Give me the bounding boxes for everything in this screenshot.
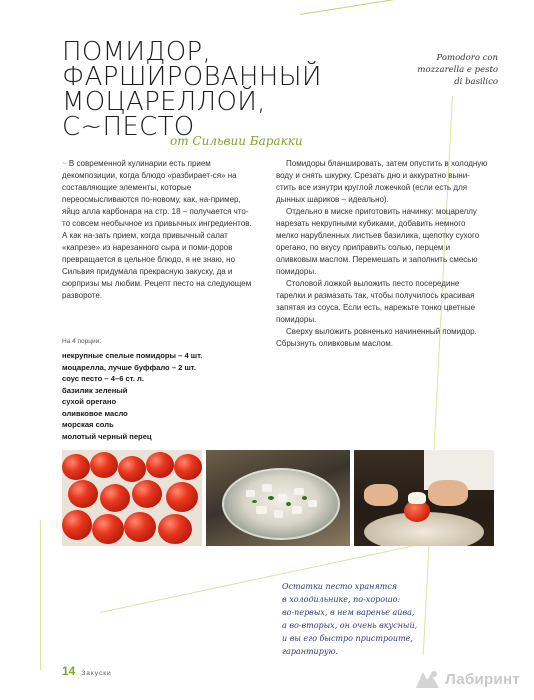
ingredient-item: базилик зеленый [62, 385, 128, 395]
title-line: С~ПЕСТО [62, 112, 195, 142]
cheese-chunk [262, 484, 272, 492]
handwritten-note [282, 580, 502, 658]
tomato [62, 454, 90, 480]
photo-strip [62, 450, 494, 546]
intro-column [62, 158, 252, 302]
tomato [124, 512, 156, 542]
italian-line: mozzarella e pesto [417, 65, 498, 75]
method-step: Отдельно в миске приготовить начинку: моцареллу нарезать некрупными кубиками, добавить немного мелко нарубленных листьев базилика, щепотку сухого орегано, по вкусу приправить солью, перцем и оливковым маслом. Перемешать и заполнить смесью помидоры. [276, 207, 480, 276]
method-step: Сверху выложить ровненько начиненный помидор. Сбрызнуть оливковым маслом. [276, 327, 477, 348]
title-line: ПОМИДОР, [62, 37, 212, 67]
tomato [100, 484, 130, 512]
tomato [62, 510, 92, 540]
tomato [90, 452, 118, 478]
tomato [146, 452, 174, 478]
italian-line: Pomodoro con [436, 53, 498, 63]
cheese-chunk [256, 506, 267, 514]
basil-bit [268, 496, 274, 500]
cheese-filling [408, 492, 426, 504]
ingredients-list [62, 350, 252, 442]
method-step: Помидоры бланшировать, затем опустить в холодную воду и снять шкурку. Срезать дно и аккуратно выни-стить все изнутри круглой ложечкой (если есть для дынных шариков – идеально). [276, 159, 488, 204]
cheese-chunk [278, 494, 287, 502]
watermark [413, 668, 520, 690]
tomato [166, 482, 198, 512]
basil-bit [302, 496, 307, 500]
tomato [92, 514, 124, 544]
basil-bit [252, 500, 257, 503]
cheese-chunk [274, 510, 283, 518]
ingredient-item: некрупные спелые помидоры – 4 шт. [62, 351, 203, 360]
title-line: МОЦАРЕЛЛОЙ, [62, 87, 266, 117]
ingredients-heading: На 4 порции: [62, 338, 102, 345]
cheese-chunk [308, 500, 317, 507]
ingredient-item: молотый черный перец [62, 431, 152, 441]
hand [364, 484, 398, 506]
tomato [68, 480, 98, 508]
title-line: ФАРШИРОВАННЫЙ [62, 62, 322, 92]
method-column [276, 158, 488, 350]
basil-bit [286, 502, 291, 506]
hand [428, 480, 468, 506]
ingredient-item: моцарелла, лучше буффало – 2 шт. [62, 362, 196, 372]
ingredient-item: соус песто – 4–6 ст. л. [62, 374, 144, 383]
note-line: в холодильнике, по-хорошо: [282, 595, 401, 604]
tomato [118, 456, 146, 482]
intro-text: В современной кулинарии есть прием декомпозиции, когда блюдо «разбирает-ся» на составляющие элементы, которые переосмысливаются по-новому, как, на-пример, яйцо алла карбонара на стр. 18 – получается что-то совсем необычное из привычных ингредиентов. А как на-зать прием, когда привычный салат «капрезе» из нарезанного сыра и поми-доров превращается в цельное блюдо, я не знаю, но Сильвия придумала прекрасную закуску, да и сюрпризы мы любим. Рецепт песто на следующем развороте. [62, 159, 252, 300]
watermark-text: Лабиринт [445, 670, 520, 688]
page-footer [62, 664, 112, 678]
ingredient-item: оливковое масло [62, 408, 128, 418]
intro-dash: ~ [62, 159, 67, 168]
page-number: 14 [62, 664, 76, 678]
italian-name [378, 52, 498, 88]
photo-peeled-tomatoes [62, 450, 202, 546]
photo-stuffed-tomato [354, 450, 494, 546]
section-name: Закуски [81, 670, 112, 677]
note-line: Остатки песто хранятся [282, 582, 398, 591]
recipe-byline: от Сильвии Баракки [170, 134, 303, 148]
cheese-chunk [292, 506, 302, 514]
cheese-chunk [246, 490, 255, 497]
tomato [174, 454, 202, 480]
note-line: гарантирую. [282, 647, 339, 656]
decor-line-top [300, 0, 517, 15]
photo-filling-bowl [206, 450, 350, 546]
note-line: а во-вторых, он очень вкусный, [282, 621, 418, 630]
decor-line-left [40, 520, 41, 670]
method-step: Столовой ложкой выложить песто посередине тарелки и размазать так, чтобы получилось красивая запятая из соуса. Если есть, нарежьте тонко цветные помидоры. [276, 279, 476, 324]
intro-paragraph [62, 158, 252, 302]
ingredient-item: морская соль [62, 420, 114, 429]
tomato [158, 514, 192, 544]
cheese-chunk [294, 488, 304, 495]
labyrinth-logo-icon [413, 668, 443, 690]
note-line: и вы его быстро пристроите, [282, 634, 413, 643]
tomato [132, 480, 162, 508]
ingredient-item: сухой орегано [62, 397, 117, 406]
bowl [222, 468, 340, 540]
note-line: во-первых, в нем варенье айва, [282, 608, 415, 617]
italian-line: di basilico [454, 77, 498, 87]
